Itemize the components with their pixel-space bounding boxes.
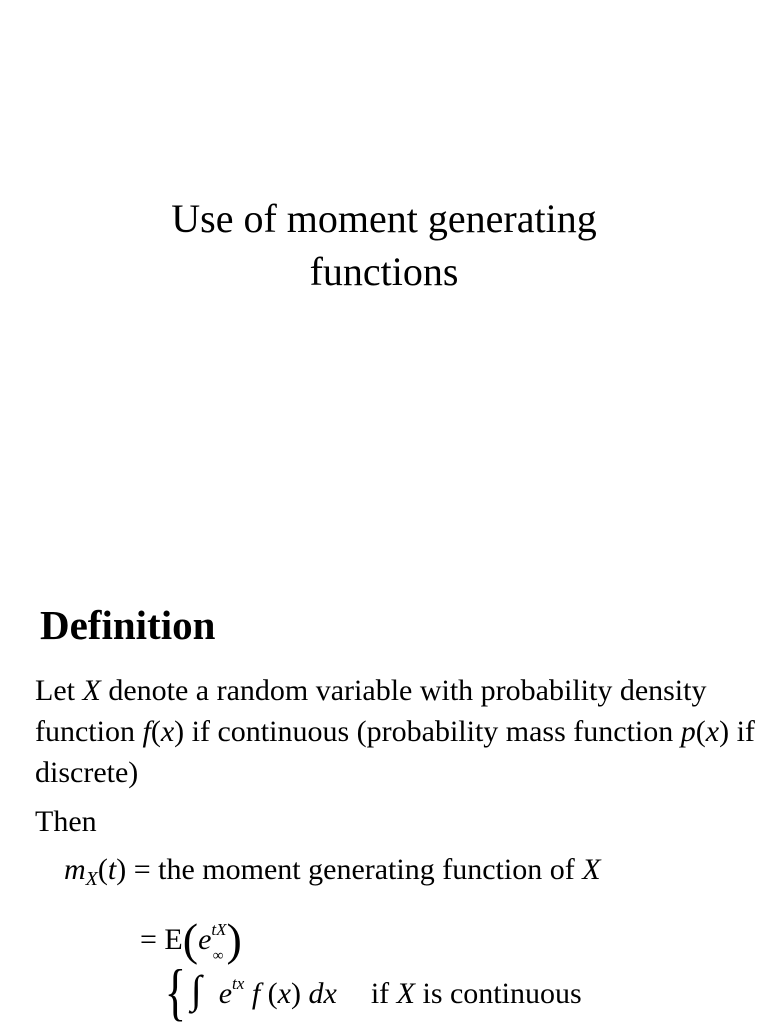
slide-title bbox=[84, 192, 684, 298]
case-e: e bbox=[218, 977, 233, 1010]
case-superscript: tx bbox=[232, 974, 245, 993]
mgf-text: = the moment generating function of bbox=[133, 853, 575, 886]
right-paren: ) bbox=[226, 914, 242, 965]
expectation-formula bbox=[140, 910, 242, 965]
exp-superscript: tX bbox=[211, 920, 227, 939]
mgf-t: t bbox=[107, 853, 117, 886]
then-label: Then bbox=[35, 805, 97, 838]
title-line-1: Use of moment generating bbox=[171, 196, 597, 241]
cases-formula: { ∫ ∞ $e^{tx}$ f (x) dx if X is continuous bbox=[160, 960, 582, 1024]
text-if-discrete: if discrete) bbox=[35, 715, 755, 789]
integral-sign: ∫ ∞ bbox=[191, 970, 219, 1014]
case-f: f bbox=[251, 977, 261, 1010]
mgf-X: X bbox=[582, 853, 601, 886]
exp-eq: = E bbox=[140, 923, 183, 956]
mgf-definition: $m_X(t)$ = the moment generating function of X bbox=[64, 853, 601, 890]
title-line-2: functions bbox=[309, 249, 459, 294]
case-condition: is continuous bbox=[422, 977, 582, 1010]
left-paren: ( bbox=[182, 914, 199, 965]
text-denote: denote a random variable with probability density function bbox=[35, 674, 707, 748]
mgf-subscript: X bbox=[85, 868, 98, 890]
text-if-continuous: if continuous (probability mass function bbox=[191, 715, 674, 748]
var-p: p bbox=[680, 715, 696, 748]
definition-heading: Definition bbox=[40, 602, 216, 648]
var-x: x bbox=[160, 715, 175, 748]
exp-e: e bbox=[198, 923, 212, 956]
infinity-bound: ∞ bbox=[212, 948, 224, 964]
left-brace: { bbox=[164, 956, 187, 1027]
case-x: x bbox=[277, 977, 291, 1010]
case-X: X bbox=[396, 977, 415, 1010]
case-dx: dx bbox=[308, 977, 337, 1010]
word-let: Let bbox=[35, 674, 75, 707]
case-if: if bbox=[370, 977, 390, 1010]
definition-paragraph: Let X denote a random variable with probability density function f(x) if continuous (probability mass function p(x) if discrete) bbox=[35, 674, 755, 789]
var-f: f bbox=[142, 715, 151, 748]
mgf-m: m bbox=[64, 853, 86, 886]
definition-slide bbox=[0, 560, 768, 1027]
var-x-2: x bbox=[705, 715, 720, 748]
var-X: X bbox=[82, 674, 101, 707]
